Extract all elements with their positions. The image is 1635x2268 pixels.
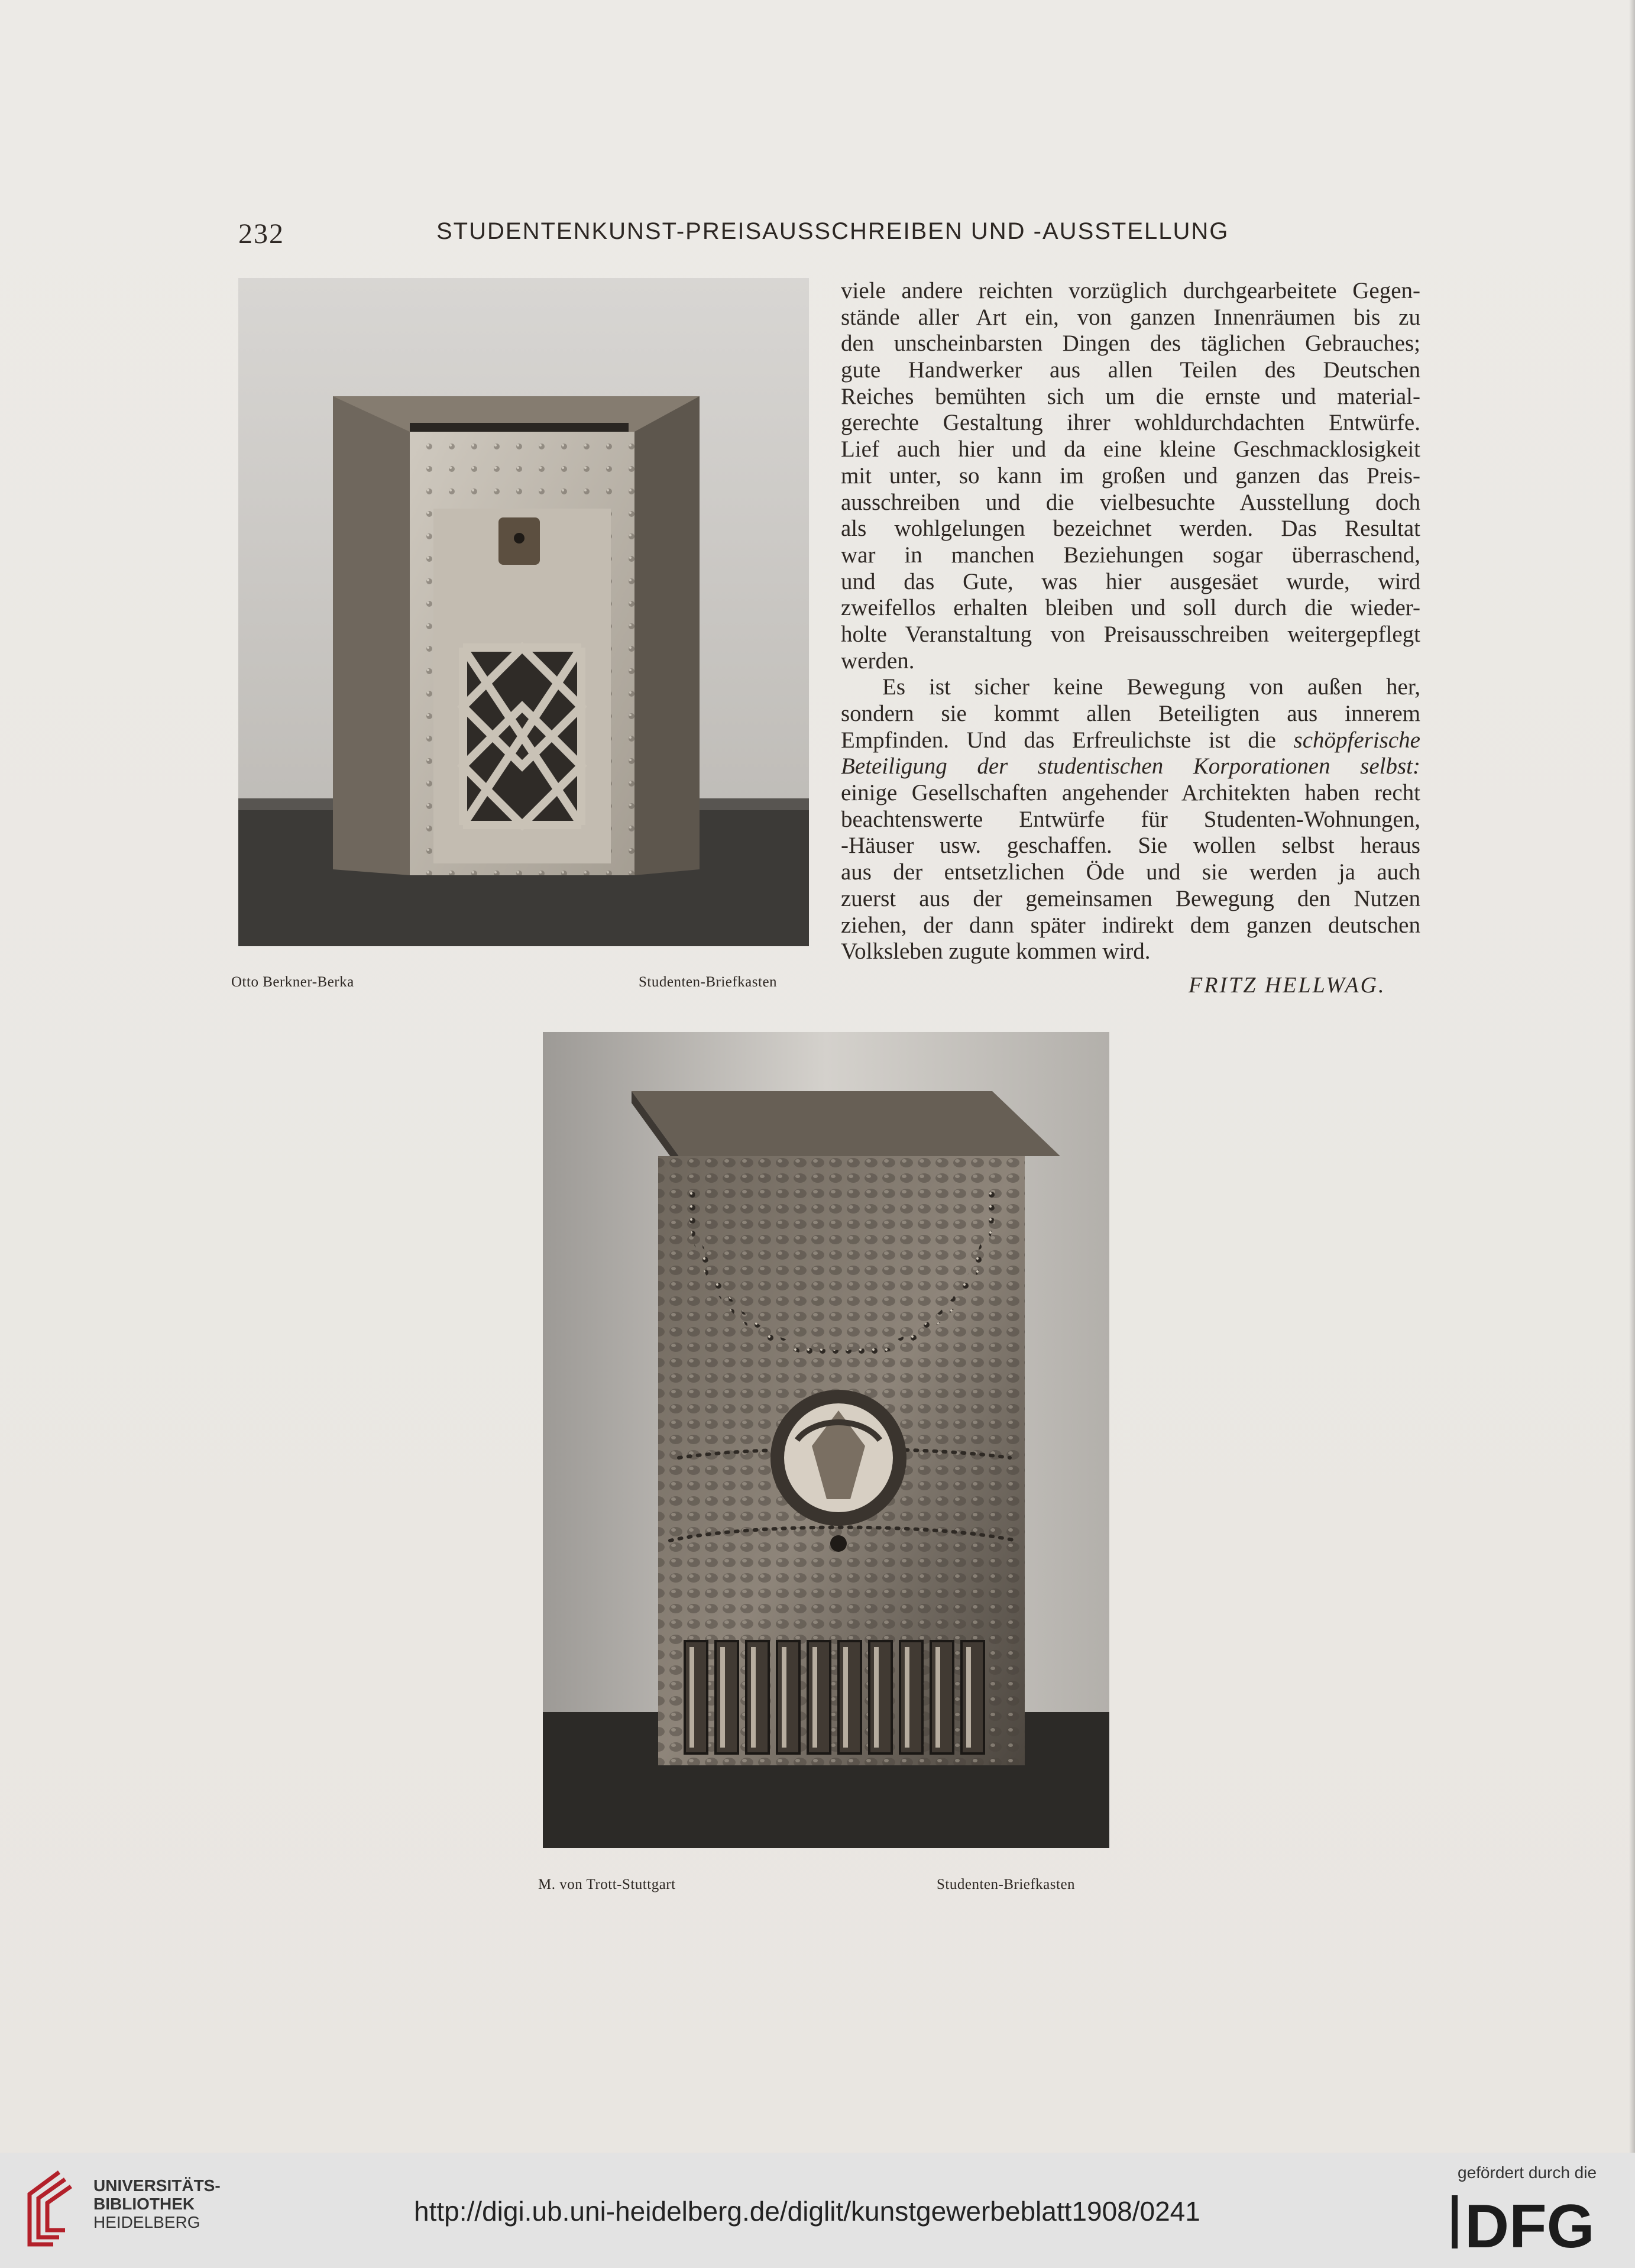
text-line: werden.: [841, 648, 915, 674]
library-name: [93, 2176, 221, 2231]
text-line: aus der entsetzlichen Öde und sie werden ja auch: [841, 859, 1420, 885]
author-signature: FRITZ HELLWAG.: [1189, 973, 1386, 998]
text-line: gerechte Gestaltung ihrer wohldurchdachten Entwürfe.: [841, 410, 1420, 436]
text-line: Volksleben zugute kommen wird.: [841, 939, 1151, 965]
text-line: Es ist sicher keine Bewegung von außen her,: [882, 674, 1420, 700]
text-line: -Häuser usw. geschaffen. Sie wollen selbst heraus: [841, 833, 1420, 859]
caption-1-artist: Otto Berkner-Berka: [231, 974, 354, 990]
text-line: beachtenswerte Entwürfe für Studenten-Wohnungen,: [841, 806, 1420, 832]
caption-2-artist: M. von Trott-Stuttgart: [538, 1876, 676, 1892]
text-line: ziehen, der dann später indirekt dem ganzen deutschen: [841, 912, 1420, 938]
photo-briefkasten-berkner: [238, 278, 809, 946]
text-span: Empfinden. Und das Erfreulichste ist die: [841, 727, 1294, 753]
dfg-logo: [1452, 2189, 1611, 2254]
text-line: stände aller Art ein, von ganzen Innenräumen bis zu: [841, 304, 1420, 330]
library-line: UNIVERSITÄTS-: [93, 2176, 221, 2195]
emphasis-text: Beteiligung der studentischen Korporationen selbst:: [841, 753, 1420, 779]
text-line: viele andere reichten vorzüglich durchgearbeitete Gegen-: [841, 278, 1420, 303]
text-line: holte Veranstaltung von Preisausschreiben weitergepflegt: [841, 621, 1420, 647]
library-line: BIBLIOTHEK: [93, 2195, 195, 2213]
caption-1-title: Studenten-Briefkasten: [639, 974, 778, 990]
funding-note: gefördert durch die: [1458, 2163, 1597, 2182]
article-text: [841, 278, 1420, 965]
text-line: als wohlgelungen bezeichnet werden. Das Resultat: [841, 516, 1420, 542]
university-library-logo: [18, 2167, 83, 2250]
text-line: einige Gesellschaften angehender Architekten haben recht: [841, 780, 1420, 806]
running-title: STUDENTENKUNST-PREISAUSSCHREIBEN UND -AUSSTELLUNG: [436, 218, 1229, 244]
text-line: [841, 753, 1420, 780]
text-line: Reiches bemühten sich um die ernste und material-: [841, 383, 1420, 409]
text-line: war in manchen Beziehungen sogar überraschend,: [841, 542, 1420, 568]
permalink-url[interactable]: http://digi.ub.uni-heidelberg.de/diglit/kunstgewerbeblatt1908/0241: [414, 2196, 1200, 2227]
emphasis-text: schöpferische: [1293, 727, 1420, 753]
text-line: mit unter, so kann im großen und ganzen das Preis-: [841, 462, 1420, 488]
text-line: [841, 727, 1420, 754]
text-line: ausschreiben und die vielbesuchte Ausstellung doch: [841, 489, 1420, 515]
text-line: sondern sie kommt allen Beteiligten aus innerem: [841, 701, 1420, 726]
footer-bar: [0, 2153, 1635, 2268]
text-line: Lief auch hier und da eine kleine Geschmacklosigkeit: [841, 436, 1420, 462]
text-line: den unscheinbarsten Dingen des täglichen Gebrauches;: [841, 331, 1420, 357]
photo-briefkasten-trott: [543, 1032, 1109, 1848]
text-line: zweifellos erhalten bleiben und soll durch die wieder-: [841, 595, 1420, 621]
text-line: zuerst aus der gemeinsamen Bewegung den Nutzen: [841, 885, 1420, 911]
caption-2-title: Studenten-Briefkasten: [937, 1876, 1076, 1892]
page-number: 232: [238, 218, 284, 250]
text-line: und das Gute, was hier ausgesäet wurde, wird: [841, 568, 1420, 594]
library-line: HEIDELBERG: [93, 2213, 200, 2231]
text-line: gute Handwerker aus allen Teilen des Deutschen: [841, 357, 1420, 383]
dfg-wordmark: DFG: [1465, 2192, 1595, 2254]
